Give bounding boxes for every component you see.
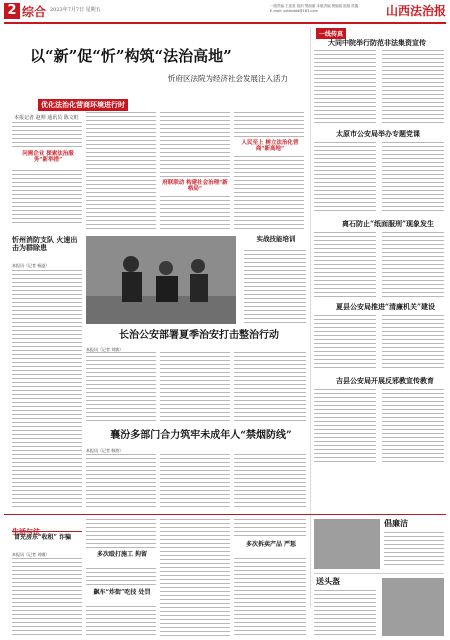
lead-text-col1b (12, 170, 82, 226)
editor-contact: 一版责编 王迎星 组织 樊丽丽 本版责编 樊丽丽 组版 侯鑫 (270, 4, 359, 8)
training-title: 实战技能培训 (256, 235, 296, 243)
column-label: 生活与法 (12, 528, 40, 536)
lead-text-col2 (86, 112, 156, 230)
bottom-right-text-a (384, 532, 444, 568)
changzhi-text-a (86, 352, 156, 424)
lead-subhead-1: 问需企业 探索法治服务“新举措” (22, 151, 74, 164)
changzhi-text-b (160, 352, 230, 424)
xiangfen-text-c (234, 454, 306, 510)
side-story-byline: 本报讯（记者 杨溢） (12, 263, 50, 268)
editor-email: E-mail: sxfzbddd@163.com (270, 9, 318, 13)
lead-text-col3b (160, 132, 230, 178)
lead-text-col4a (234, 112, 304, 138)
right-story-3-text-a (314, 232, 376, 298)
bottom-right-title-1: 倡廉洁 (384, 518, 408, 528)
column-tag (12, 519, 82, 536)
xiangfen-text-b (160, 454, 230, 510)
training-text (244, 250, 306, 324)
right-story-1-text-b (382, 50, 444, 125)
right-story-1-text-a (314, 50, 376, 125)
lead-banner: 优化法治化营商环境进行时 (38, 99, 128, 111)
helmet-photo (382, 578, 444, 636)
bottom-mid-text-f (234, 558, 306, 636)
lead-byline: 本报记者 赵帅 通讯员 陈文虹 (14, 115, 79, 121)
changzhi-byline: 本报讯（记者 刘敏） (86, 347, 124, 352)
editor-credits (270, 4, 370, 14)
bottom-left-byline: 本报讯（记者 刘娜） (12, 552, 50, 557)
lead-subhead-3: 府联联动 构建社会治理“新格局” (162, 180, 228, 193)
right-story-2-text-a (314, 142, 376, 212)
section-name: 综合 (22, 5, 47, 19)
right-story-5-title: 吉县公安局开展反邪教宣传教育 (336, 376, 434, 385)
lead-text-col1 (12, 122, 82, 150)
bottom-story-1-title: 多次殴打施工 拘留 (96, 551, 148, 558)
changzhi-title: 长治公安部署夏季治安打击整治行动 (119, 330, 279, 341)
bottom-right-title-2: 送头盔 (316, 576, 340, 586)
right-story-4-text-b (382, 315, 444, 371)
bottom-left-text (12, 558, 82, 636)
right-story-3-title: 离石防止“纸面服刑”现象发生 (342, 219, 435, 228)
bottom-right-text-b (314, 590, 376, 636)
bottom-story-2-title: 飙车“炸街”吃技 处罚 (93, 589, 151, 596)
side-story-title: 忻州消防支队 火速出击为群除患 (12, 235, 78, 253)
right-story-4-title: 夏县公安局推进“清廉机关”建设 (336, 302, 436, 311)
bottom-mid-text-d (160, 519, 230, 636)
right-story-2-title: 太原市公安局举办专题党课 (336, 129, 420, 138)
page-number: 2 (4, 3, 20, 19)
right-story-5-text-a (314, 389, 376, 465)
bottom-right-rule (314, 573, 444, 574)
lead-title: 以“新”促“忻”构筑“法治高地” (30, 47, 232, 65)
masthead: 山西法治报 (385, 4, 446, 18)
xiangfen-byline: 本报讯（记者 韩波） (86, 448, 124, 453)
side-story-text (12, 270, 82, 510)
bottom-mid-text-e (234, 519, 306, 539)
xiangfen-title: 襄汾多部门合力筑牢未成年人“禁烟防线” (110, 430, 292, 441)
photo-illustration (86, 236, 236, 324)
right-story-3-text-b (382, 232, 444, 298)
bottom-mid-text-b (86, 568, 156, 586)
right-story-1-title: 大同中院举行防范非法集资宣传 (328, 38, 426, 47)
police-training-photo (86, 236, 236, 324)
xiangfen-text-a (86, 454, 156, 510)
right-story-4-text-a (314, 315, 376, 371)
lead-text-col3c (160, 196, 230, 230)
bottom-mid-text-c (86, 606, 156, 636)
bottom-story-3-title: 多次拆卖产品 严惩 (245, 541, 297, 548)
right-story-2-text-b (382, 142, 444, 212)
right-story-5-text-b (382, 389, 444, 465)
bottom-left-title: 冒充房东“收租” 诈骗 (14, 534, 71, 541)
lead-text-col4b (234, 156, 304, 230)
lianjie-photo (314, 519, 380, 569)
bottom-rule (4, 514, 446, 515)
lead-subtitle: 忻府区法院为经济社会发展注入活力 (168, 74, 288, 83)
column-divider (310, 27, 311, 607)
changzhi-text-c (234, 352, 306, 424)
lead-subhead-2: 人民至上 树立法治化营商“新高地” (241, 140, 299, 153)
header-rule (4, 22, 446, 24)
lead-text-col3a (160, 112, 230, 130)
right-column-label: 一线传真 (316, 28, 346, 39)
issue-date: 2023年7月7日 星期五 (50, 7, 101, 13)
bottom-mid-text-a (86, 519, 156, 549)
